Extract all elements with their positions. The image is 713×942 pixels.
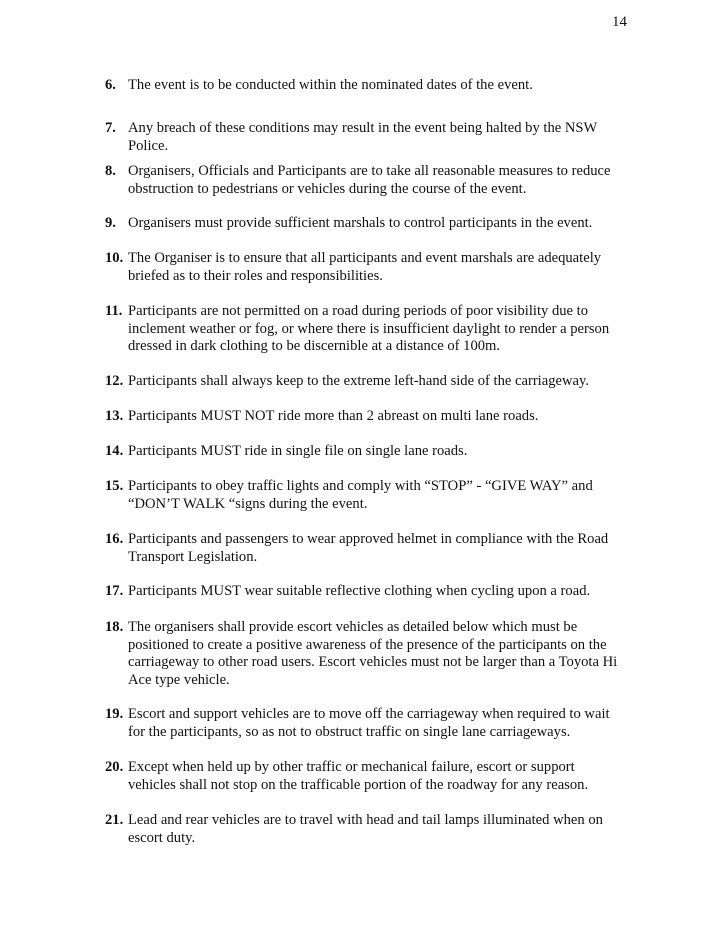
- list-item: [105, 303, 665, 356]
- item-number: 17.: [105, 583, 124, 599]
- item-text: The Organiser is to ensure that all participants and event marshals are adequately briefed as to their roles and responsibilities.: [128, 250, 602, 284]
- item-text: Organisers, Officials and Participants are to take all reasonable measures to reduce obstruction to pedestrians or vehicles during the course of the event.: [128, 163, 611, 197]
- item-number: 19.: [105, 706, 124, 722]
- list-item: [105, 619, 665, 689]
- item-number: 15.: [105, 478, 124, 494]
- item-number: 21.: [105, 812, 124, 828]
- list-item: [105, 77, 665, 95]
- item-number: 10.: [105, 250, 124, 266]
- item-number: 14.: [105, 443, 124, 459]
- item-number: 20.: [105, 759, 124, 775]
- item-number: 12.: [105, 373, 124, 389]
- item-text: Participants MUST wear suitable reflective clothing when cycling upon a road.: [128, 583, 591, 599]
- item-number: 11.: [105, 303, 123, 319]
- item-text: Organisers must provide sufficient marshals to control participants in the event.: [128, 215, 593, 231]
- item-text: The organisers shall provide escort vehicles as detailed below which must be positioned to create a positive awareness of the presence of the participants on the carriageway to other road users. Escort vehicles must not be larger than a Toyota Hi Ace type vehicle.: [128, 619, 618, 688]
- item-number: 9.: [105, 215, 116, 231]
- list-item: [105, 583, 665, 601]
- item-text: Participants and passengers to wear approved helmet in compliance with the Road Transport Legislation.: [128, 531, 609, 565]
- list-item: [105, 373, 665, 391]
- item-number: 7.: [105, 120, 116, 136]
- list-item: [105, 215, 665, 233]
- list-item: [105, 759, 665, 794]
- list-item: [105, 408, 665, 426]
- item-number: 6.: [105, 77, 116, 93]
- item-number: 13.: [105, 408, 124, 424]
- list-item: [105, 531, 665, 566]
- item-text: Lead and rear vehicles are to travel with head and tail lamps illuminated when on escort duty.: [128, 812, 603, 846]
- item-text: Except when held up by other traffic or mechanical failure, escort or support vehicles shall not stop on the trafficable portion of the roadway for any reason.: [128, 759, 589, 793]
- list-item: [105, 120, 665, 155]
- item-text: Escort and support vehicles are to move off the carriageway when required to wait for the participants, so as not to obstruct traffic on single lane carriageways.: [128, 706, 610, 740]
- item-text: The event is to be conducted within the nominated dates of the event.: [128, 77, 533, 93]
- item-text: Participants are not permitted on a road during periods of poor visibility due to inclement weather or fog, or where there is insufficient daylight to render a person dressed in dark clothing to be discernible at a distance of 100m.: [128, 303, 610, 355]
- item-number: 8.: [105, 163, 116, 179]
- item-text: Participants MUST ride in single file on single lane roads.: [128, 443, 468, 459]
- item-text: Participants MUST NOT ride more than 2 abreast on multi lane roads.: [128, 408, 539, 424]
- list-item: [105, 706, 665, 741]
- list-item: [105, 163, 665, 198]
- item-text: Participants shall always keep to the extreme left-hand side of the carriageway.: [128, 373, 590, 389]
- list-item: [105, 250, 665, 285]
- item-number: 16.: [105, 531, 124, 547]
- item-text: Participants to obey traffic lights and comply with “STOP” - “GIVE WAY” and “DON’T WALK “signs during the event.: [128, 478, 593, 512]
- list-item: [105, 478, 665, 513]
- item-text: Any breach of these conditions may result in the event being halted by the NSW Police.: [128, 120, 598, 154]
- page-number: 14: [612, 14, 627, 30]
- item-number: 18.: [105, 619, 124, 635]
- list-item: [105, 443, 665, 461]
- list-item: [105, 812, 665, 847]
